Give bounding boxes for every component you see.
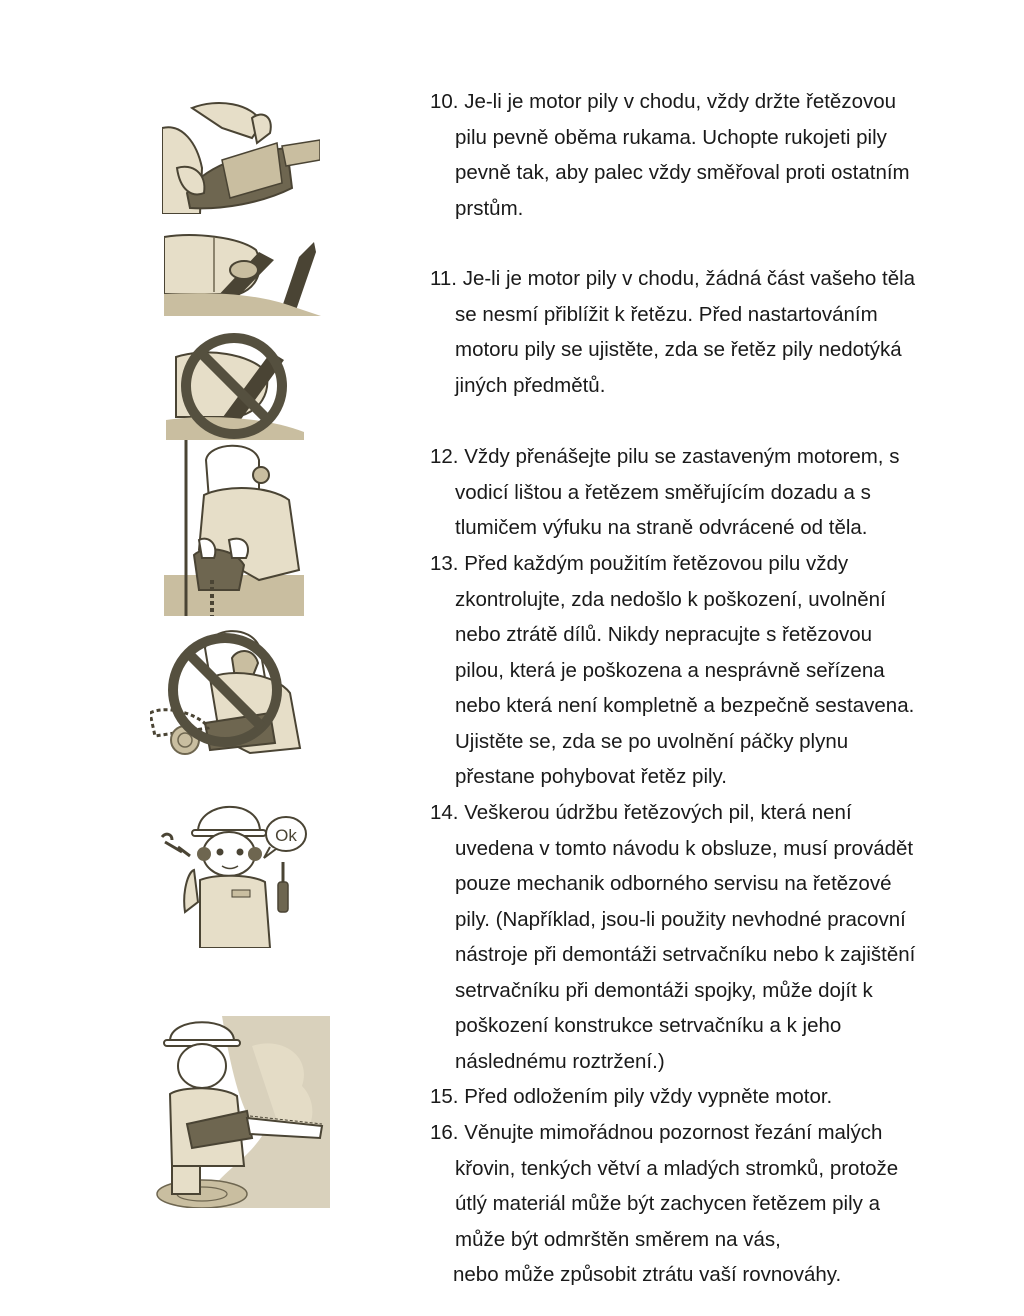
item-line: uvedena v tomto návodu k obsluze, musí provádět <box>455 836 914 860</box>
instruction-item-10 <box>430 84 990 226</box>
item-line: Veškerou údržbu řetězových pil, která není <box>464 801 852 824</box>
item-line: zkontrolujte, zda nedošlo k poškození, uvolnění <box>455 587 886 611</box>
item-number: 10. <box>430 90 459 113</box>
item-line: pilu pevně oběma rukama. Uchopte rukojeti pily <box>455 125 887 149</box>
item-line: Je-li je motor pily v chodu, žádná část vašeho těla <box>462 267 916 290</box>
carrying-chainsaw-illustration <box>164 440 304 616</box>
item-line: vodicí lištou a řetězem směřujícím dozadu a s <box>455 480 871 504</box>
item-line: Ujistěte se, zda se po uvolnění páčky plynu <box>455 729 849 753</box>
ok-bubble-text: Ok <box>275 826 297 845</box>
hands-gripping-chainsaw-illustration <box>162 98 320 214</box>
item-line: Je-li je motor pily v chodu, vždy držte řetězovou <box>464 90 897 113</box>
prohibited-hand-on-chain-illustration <box>166 332 304 440</box>
item-number: 15. <box>430 1085 459 1108</box>
item-line: může být odmrštěn směrem na vás, <box>455 1227 781 1251</box>
instruction-item-14 <box>430 795 990 1079</box>
item-line: nástroje při demontáži setrvačníku nebo k zajištění <box>455 943 916 966</box>
item-number: 13. <box>430 552 459 575</box>
item-line: Před odložením pily vždy vypněte motor. <box>464 1085 833 1108</box>
item-number: 14. <box>430 801 459 824</box>
item-line: pevně tak, aby palec vždy směřoval proti ostatním <box>455 161 910 184</box>
item-line: tlumičem výfuku na straně odvrácené od těla. <box>455 516 868 539</box>
mechanic-ok-illustration <box>160 792 310 948</box>
instruction-item-16 <box>430 1115 990 1293</box>
instruction-item-13 <box>430 546 990 795</box>
item-line: nebo může způsobit ztrátu vaší rovnováhy. <box>453 1263 842 1286</box>
item-line: pouze mechanik odborného servisu na řetězové <box>455 872 892 895</box>
item-line: nebo ztrátě dílů. Nikdy nepracujte s řetězovou <box>455 623 873 646</box>
item-line: prstům. <box>455 196 524 220</box>
item-line: nebo která není kompletně a bezpečně sestavena. <box>455 694 915 717</box>
item-line: útlý materiál může být zachycen řetězem pily a <box>455 1192 880 1215</box>
item-line: Vždy přenášejte pilu se zastaveným motorem, s <box>464 445 900 468</box>
prohibited-damaged-saw-illustration <box>150 618 308 758</box>
item-number: 12. <box>430 445 459 468</box>
item-line: přestane pohybovat řetěz pily. <box>455 765 727 788</box>
item-number: 11. <box>430 267 457 290</box>
cutting-brush-illustration <box>152 1016 330 1208</box>
item-line: jiných předmětů. <box>455 373 606 397</box>
item-line: Věnujte mimořádnou pozornost řezání malých <box>464 1121 883 1144</box>
item-line: Před každým použitím řetězovou pilu vždy <box>464 552 849 575</box>
item-line: se nesmí přiblížit k řetězu. Před nastartováním <box>455 302 878 326</box>
gloved-hand-near-chain-illustration <box>164 232 321 316</box>
item-line: motoru pily se ujistěte, zda se řetěz pily nedotýká <box>455 338 902 361</box>
instruction-item-12 <box>430 439 990 546</box>
instruction-item-11 <box>430 261 990 403</box>
item-line: poškození konstrukce setrvačníku a k jeho <box>455 1014 842 1037</box>
instruction-item-15 <box>430 1079 990 1115</box>
item-number: 16. <box>430 1121 459 1144</box>
item-line: pily. (Například, jsou-li použity nevhodné pracovní <box>455 907 906 931</box>
item-line: následnému roztržení.) <box>455 1049 665 1073</box>
item-line: setrvačníku při demontáži spojky, může dojít k <box>455 978 873 1002</box>
item-line: křovin, tenkých větví a mladých stromků, protože <box>455 1156 899 1180</box>
item-line: pilou, která je poškozena a nesprávně seřízena <box>455 658 885 682</box>
